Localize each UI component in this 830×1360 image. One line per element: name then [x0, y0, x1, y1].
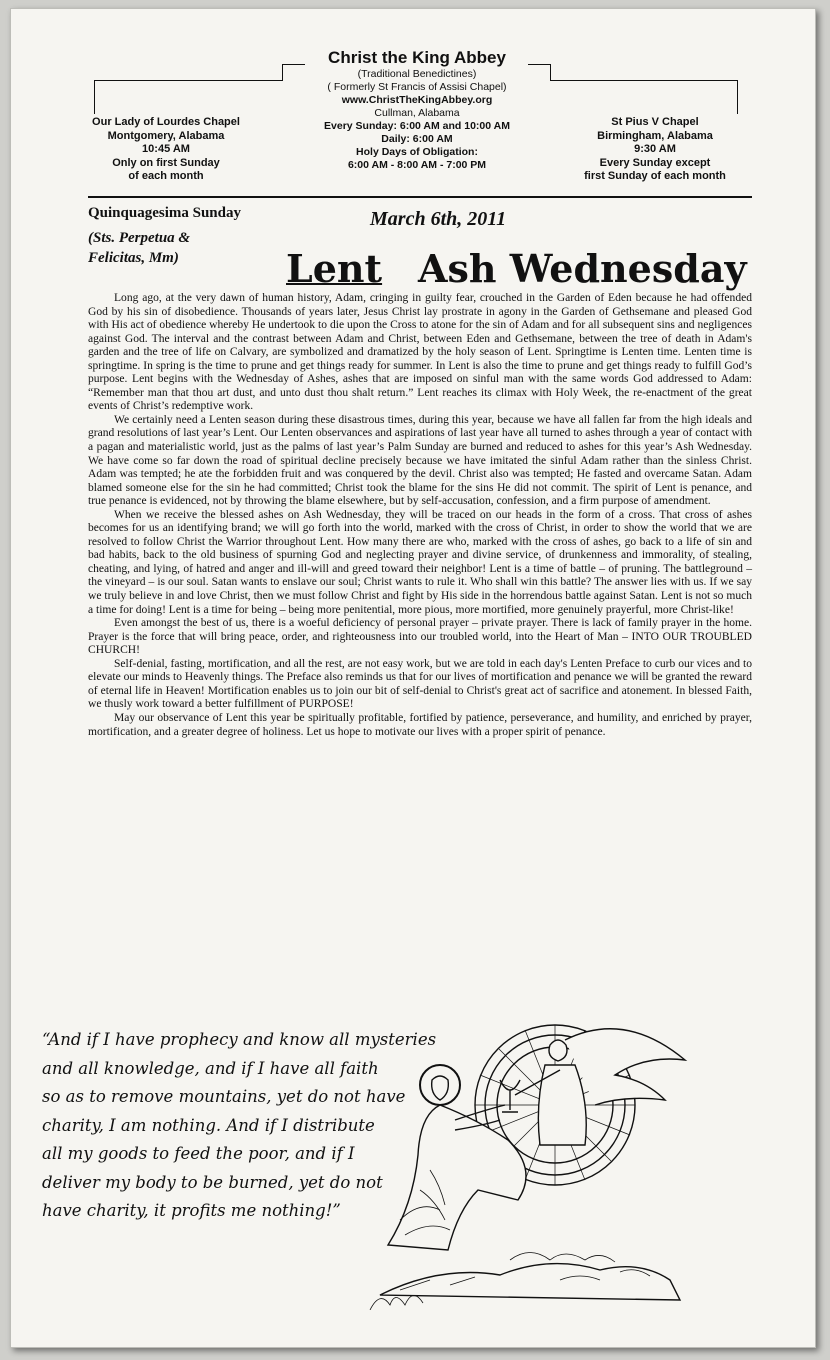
- article-paragraph: Self-denial, fasting, mortification, and all the rest, are not easy work, but we are told in each day's Lenten Preface to curb our vices and to elevate our minds to Heavenly things. The Preface also reminds us that for our lives of mortification and penance we will be granted the reward of eternal life in Heaven! Mortification enables us to join our bit of self-denial to Christ's great act of sacrifice and atonement. In blessed Faith, we thusly work toward a better fulfillment of PURPOSE!: [88, 657, 752, 711]
- saints-commemoration: [88, 228, 268, 268]
- abbey-location: Cullman, Alabama: [374, 107, 460, 119]
- header-bracket-right: [550, 80, 738, 81]
- quote-line: deliver my body to be burned, yet do not: [42, 1172, 383, 1192]
- quote-line: “And if I have prophecy and know all mysteries: [42, 1030, 437, 1049]
- scripture-quote: [42, 1026, 502, 1226]
- article-paragraph: May our observance of Lent this year be spiritually profitable, fortified by patience, perseverance, and humility, and enriched by prayer, mortification, and a greater degree of holiness. Let us hope to motivate our lives with a proper spirit of penance.: [88, 711, 752, 738]
- holy-days-times: 6:00 AM - 8:00 AM - 7:00 PM: [347, 159, 487, 171]
- saints-line-2: Felicitas, Mm): [88, 250, 179, 266]
- abbey-formerly: ( Formerly St Francis of Assisi Chapel): [327, 81, 507, 93]
- right-chapel-info: [550, 116, 760, 184]
- right-chapel-note1: Every Sunday except: [599, 156, 711, 169]
- quote-line: have charity, it profits me nothing!”: [42, 1201, 341, 1220]
- header-bracket-left-drop: [94, 80, 95, 114]
- saints-line-1: (Sts. Perpetua &: [88, 230, 191, 246]
- liturgical-sunday: Quinquagesima Sunday: [88, 205, 241, 221]
- right-chapel-name: St Pius V Chapel: [611, 116, 699, 128]
- quote-line: and all knowledge, and if I have all faith: [42, 1058, 379, 1078]
- header-divider: [88, 196, 752, 198]
- header-bracket-right-drop: [737, 80, 738, 114]
- abbey-website: www.ChristTheKingAbbey.org: [341, 94, 493, 106]
- quote-line: so as to remove mountains, yet do not have: [42, 1087, 406, 1106]
- article-paragraph: We certainly need a Lenten season during these disastrous times, during this year, because we have all fallen far from the high ideals and grand resolutions of last year’s Lent. Our Lenten observances and aspirations of last year have all turned to ashes through a year of contact with a pagan and materialistic world, just as the palms of last year’s Palm Sunday are burned and reduced to ashes for this year’s Ash Wednesday. We have come so far down the road of spiritual decline precisely because we have imitated the sinful Adam rather than the sinless Christ. Adam was tempted; he ate the forbidden fruit and was conquered by the devil. Christ also was tempted; He fasted and overcame Satan. Adam blamed someone else for the sin he had committed; Christ took the blame for the sins He did not commit. The spirit of Lent is penance, and true penance is evidenced, not by throwing the blame elsewhere, but by self-accusation, confession, and a firm purpose of amendment.: [88, 413, 752, 508]
- left-chapel-name: Our Lady of Lourdes Chapel: [92, 116, 240, 128]
- header-bracket-left: [94, 80, 282, 81]
- title-ash-wednesday: Ash Wednesday: [418, 246, 747, 291]
- left-chapel-city: Montgomery, Alabama: [107, 129, 225, 142]
- title-lent: Lent: [286, 246, 383, 291]
- abbey-subtitle: (Traditional Benedictines): [357, 68, 477, 80]
- article-paragraph: When we receive the blessed ashes on Ash Wednesday, they will be traced on our heads in the form of a cross. That cross of ashes becomes for us an identifying brand; we will go forth into the world, marked with the cross of Christ, in order to show the world that we are resolved to follow Christ the Warrior throughout Lent. How many there are who, marked with the cross of ashes, go back to a life of sin and bad habits, back to the old business of spurning God and neglecting prayer and divine service, of drunkenness and immorality, of stealing, cheating, and lying, of hatred and anger and ill-will and greed toward their neighbor! Lent is a time of battle – of pruning. The battleground – the vineyard – is our soul. Satan wants to enslave our soul; Christ wants to rule it. Who shall win this battle? The answer lies with us. If we say we truly believe in and love Christ, then we must follow Christ and fight by His side in the horrendous battle against Satan. Lent is not so much a time for doing! Lent is a time for being – being more penitential, more pious, more mortified, more genuinely prayerful, more Christ-like!: [88, 508, 752, 616]
- left-chapel-note2: of each month: [128, 170, 204, 182]
- right-chapel-time: 9:30 AM: [634, 143, 676, 155]
- article-paragraph: Long ago, at the very dawn of human history, Adam, cringing in guilty fear, crouched in the Garden of Eden because he had offended God by his sin of disobedience. Thousands of years later, Jesus Christ lay prostrate in agony in the Garden of Gethsemane and pleased God with His act of obedience whereby He undertook to die upon the Cross to atone for the sin of Adam and for all subsequent sins and negligences against God. The interval and the contrast between Adam and Christ, between Eden and Gethsemane, between the tree of death in Adam's garden and the tree of life on Calvary, are symbolized and dramatized by the holy season of Lent. Springtime is Lenten time. Lenten time is springtime. In spring is the time to prune and get things ready for summer. In Lent is also the time to prune and get things ready to fulfill God’s purpose. Lent begins with the Wednesday of Ashes, ashes that are imposed on sinful man with the same words God addressed to Adam: “Remember man that thou art dust, and unto dust thou shalt return.” Lent reaches its climax with Holy Week, the re-enactment of the great events of Christ’s redemptive work.: [88, 292, 752, 413]
- bulletin-date: March 6th, 2011: [370, 208, 507, 230]
- daily-mass-time: Daily: 6:00 AM: [381, 133, 453, 145]
- left-chapel-note1: Only on first Sunday: [112, 156, 220, 169]
- abbey-name: Christ the King Abbey: [328, 48, 506, 67]
- abbey-header: [286, 48, 548, 172]
- article-body: [88, 292, 752, 739]
- left-chapel-time: 10:45 AM: [142, 143, 190, 155]
- quote-line: all my goods to feed the poor, and if I: [42, 1144, 355, 1163]
- left-chapel-info: [66, 116, 266, 184]
- holy-days-label: Holy Days of Obligation:: [356, 146, 478, 158]
- right-chapel-note2: first Sunday of each month: [584, 170, 726, 182]
- quote-line: charity, I am nothing. And if I distribute: [42, 1115, 375, 1135]
- right-chapel-city: Birmingham, Alabama: [597, 129, 713, 142]
- sunday-mass-times: Every Sunday: 6:00 AM and 10:00 AM: [324, 120, 510, 132]
- article-paragraph: Even amongst the best of us, there is a woeful deficiency of personal prayer – private prayer. There is lack of family prayer in the home. Prayer is the force that will bring peace, order, and righteousness into our troubled world, into the Heart of Man – INTO OUR TROUBLED CHURCH!: [88, 617, 752, 657]
